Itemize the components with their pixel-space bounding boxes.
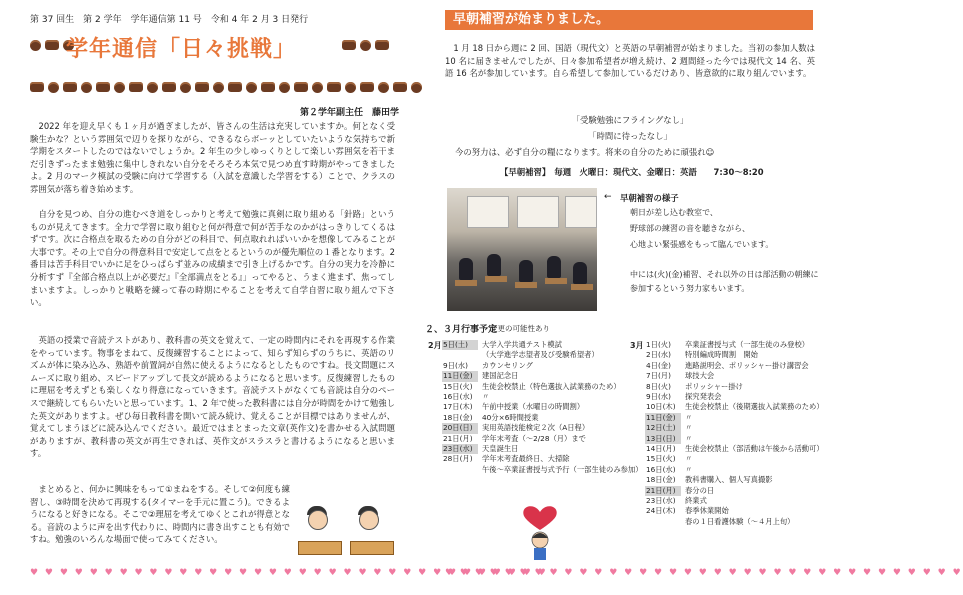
event-row — [442, 350, 599, 360]
events-note: 変更の可能性あり — [490, 324, 550, 333]
event-text: 卒業証書授与式（一部生徒のみ登校） — [685, 340, 810, 349]
event-text: 〃 — [685, 412, 693, 422]
author-line: 第２学年副主任 藤田学 — [300, 108, 400, 118]
event-date: 12日(土) — [645, 423, 681, 433]
event-row — [442, 423, 589, 433]
event-date: 21日(月) — [443, 433, 473, 443]
event-date: 23日(水) — [646, 496, 676, 505]
event-date: 9日(水) — [646, 392, 671, 401]
event-date: 2日(水) — [646, 350, 671, 360]
event-row — [645, 475, 773, 485]
event-date: 18日(金) — [443, 412, 473, 422]
event-row — [442, 444, 518, 454]
event-date: 10日(木) — [646, 402, 676, 412]
event-text: 午後～卒業証書授与式予行（一部生徒のみ参加） — [482, 464, 643, 474]
event-date: 14日(月) — [646, 444, 676, 453]
event-text: 教科書購入、個人写真撮影 — [685, 475, 773, 485]
event-date: 20日(日) — [442, 423, 478, 433]
event-text: 進路説明会、ポリッシャー掛け講習会 — [685, 360, 809, 370]
event-row — [645, 465, 692, 475]
event-text: 特別編成時間割 開始 — [685, 350, 758, 360]
event-text: 大学入学共通テスト模試 — [482, 340, 562, 349]
event-row — [645, 506, 729, 516]
body-paragraph: 自分を見つめ、自分の進むべき道をしっかりと考えて勉強に真剣に取り組める「針路」というものが見えてきます。全力で学習に取り組むと何が得意で何が苦手なのかがはっきりしてくるはずです。次に合格点を取るための自分がどの科目で、何点取れればいいかを想像してみることが大事です。その上で自分の得意科目で安定して点をとるというのが優先順位の１番となります。2 番目は苦手科目でいかに足をひっぱらず並みの成績まで引き上げるかです。自分の実力を冷静に分析すず『全部合格点以上が必要だ』『全部満点をとる』」ってやると、うまく進まず、焦ってしまいますよ。しっかりと戦略を練って春の時期にやることを考えて自学自習に取り組んで下さい。 — [30, 209, 395, 308]
event-date: 8日(火) — [646, 381, 671, 391]
event-text: 〃 — [685, 454, 693, 464]
event-date: 16日(水) — [646, 464, 676, 474]
event-row — [645, 392, 721, 402]
month-label-mar: 3月 — [630, 341, 644, 350]
event-text: 生徒会校禁止（特色選抜入試業務のため） — [482, 381, 621, 391]
classroom-photo — [447, 188, 597, 311]
event-date: 5日(土) — [442, 340, 478, 350]
motto-quote: 「受験勉強にフライングなし」 — [571, 115, 689, 125]
event-text: 〃 — [685, 433, 693, 443]
event-row — [645, 486, 714, 496]
event-date: 16日(水) — [443, 392, 473, 401]
event-date: 13日(日) — [645, 434, 681, 444]
body-paragraph: 英語の授業で音読テストがあり、教科書の英文を覚えて、一定の時間内にそれを再現する作業をやっています。物事をまねて、反復練習することによって、知らず知らずのうちに、英語のリズムが体に染み込み、熟語や前置詞が自然に使えるようになるとしたものですね。長文問題にスムーズに取り組め、スピードアップして長文が読めるようになると思います。反復練習したものに理屈を考えずとも楽しくなり得意になっていきます。音読テストがなくても音読は自分のペースで継続してもらいたいと思っています。1、2 年で使った教科書には自分が時間をかけて勉強した英文がありますよ。ぜひ毎日教科書を開いて読み続け、覚えることが目標ではありませんが、覚えてしまうほどに読み込んでください。最近ではまとまった文章(英作文)を書かせる入試問題がありますが、教科書の英文が再生できれば、英作文がスラスラと書けるようになると思います。 — [30, 335, 395, 459]
event-row — [442, 392, 489, 402]
event-date: 17日(木) — [443, 402, 473, 412]
arrow-left-icon: ← — [604, 192, 612, 202]
body-paragraph: 2022 年を迎え早くも１ヶ月が過ぎましたが、皆さんの生活は充実していますか。何となく受験生かな？という雰囲気で辺りを探りながら、できるならボーッとしていたいような気持ちで新学期をスタートしたのではないでしょうか。2 年生の少しゆっくりとして楽しい雰囲気を若干まだ引きずったまま勉強に集中しきれない自分をそろそろ本気で見つめ直す時期がやってきましたよ。2 月のマーク模試の受験に向けて学習する（入試を意識した学習をする）ことで、クラスの雰囲気が落ち着き始めます。 — [30, 121, 395, 194]
event-text: 〃 — [685, 464, 693, 474]
event-text: 春季休業開始 — [685, 506, 729, 516]
chocolate-decoration-right — [342, 40, 389, 51]
event-row — [645, 361, 809, 371]
event-row — [645, 402, 824, 412]
event-date: 23日(水) — [442, 444, 478, 454]
students-studying-illustration — [296, 500, 396, 555]
event-row — [442, 371, 518, 381]
event-row — [645, 454, 692, 464]
event-date: 11日(金) — [442, 371, 478, 381]
event-row — [645, 423, 692, 433]
event-date: 7日(月) — [646, 371, 671, 381]
event-text: 春分の日 — [685, 485, 715, 495]
event-text: 球技大会 — [685, 371, 715, 381]
event-text: 春の１日看護体験（～４月上旬） — [685, 516, 795, 526]
event-date: 24日(木) — [646, 506, 676, 516]
event-date: 1日(火) — [646, 340, 671, 349]
events-title: ２、３月行事予定 — [425, 325, 498, 335]
event-date: 15日(火) — [646, 454, 676, 464]
event-text: 生徒会校禁止（部活動は午後から活動可） — [685, 444, 824, 453]
photo-caption-line: 中には(火)(金)補習、それ以外の日は部活動の朝練に — [630, 270, 819, 279]
event-text: 終業式 — [685, 496, 707, 505]
event-row — [442, 402, 584, 412]
body-paragraph: まとめると、何かに興味をもって①まねをする。そして②何度も練習し、③時間を決めて再現する(タイマーを手元に置こう)。できるようになると好きになる。そこで②理屈を考えてゆくとこれが得意となる。音読のように声を出す代わりに、時間内に書き出すことも有効ですね。勉強のいろんな場面で使ってみてください。 — [30, 484, 290, 545]
event-text: ポリッシャー掛け — [685, 381, 743, 391]
event-text: 天皇誕生日 — [482, 444, 519, 453]
event-date: 11日(金) — [645, 413, 681, 423]
photo-caption-line: 参加するという努力家もいます。 — [630, 284, 750, 293]
event-row — [442, 361, 533, 371]
event-row — [645, 340, 809, 350]
photo-caption-line: 野球部の練習の音を聴きながら、 — [630, 224, 750, 233]
event-date: 21日(月) — [645, 486, 681, 496]
event-row — [645, 350, 758, 360]
event-text: 学年末考査（～2/28（月）まで — [482, 433, 586, 443]
issue-header: 第 37 回生 第 2 学年 学年通信第 11 号 令和 4 年 2 月 3 日発行 — [30, 15, 309, 25]
event-text: 〃 — [482, 392, 490, 401]
month-label-feb: 2月 — [428, 341, 442, 350]
event-row — [442, 340, 562, 350]
boy-with-heart-illustration — [510, 500, 570, 560]
event-row — [442, 454, 570, 464]
event-row — [645, 434, 692, 444]
event-text: 生徒会校禁止（後期選抜入試業務のため） — [685, 402, 824, 412]
event-text: 40分×6時間授業 — [482, 412, 539, 422]
morning-class-intro: 1 月 18 日から週に 2 回、国語（現代文）と英語の早朝補習が始まりました。当初の参加人数は 10 名に届きませんでしたが、日々参加希望者が増え続け、2 週間経った今では現代文 14 名、英語 16 名が参加しています。自ら希望して参加しているだけあり、皆意欲的に取り組んでいます。 — [445, 43, 815, 79]
event-text: 建国記念日 — [482, 371, 519, 381]
event-text: 午前中授業（水曜日の時間割） — [482, 402, 585, 412]
encouragement-line: 今の努力は、必ず自分の糧になります。将来の自分のために頑張れ☺ — [455, 147, 715, 157]
event-text: 実用英語技能検定２次（A日程） — [482, 423, 590, 433]
event-row — [645, 496, 707, 506]
event-date: 9日(水) — [443, 360, 468, 370]
event-date: 18日(金) — [646, 475, 676, 485]
photo-caption-line: 朝日が差し込む教室で、 — [630, 208, 718, 217]
event-row — [645, 382, 743, 392]
chocolate-row-decoration — [30, 82, 422, 93]
photo-caption-title: 早朝補習の様子 — [620, 193, 679, 203]
event-date: 28日(月) — [443, 454, 473, 464]
event-row — [645, 444, 824, 454]
newsletter-title: 学年通信「日々挑戦」 — [66, 36, 297, 62]
event-row — [645, 413, 692, 423]
event-row — [442, 465, 643, 475]
morning-class-schedule: 【早朝補習】 毎週 火曜日：現代文、金曜日：英語 7:30～8:20 — [500, 167, 764, 177]
event-text: 学年末考査最終日、大掃除 — [482, 454, 570, 464]
hearts-border-left: ♥ ♥ ♥ ♥ ♥ ♥ ♥ ♥ ♥ ♥ ♥ ♥ ♥ ♥ ♥ ♥ ♥ ♥ ♥ ♥ ♥ ♥ ♥ ♥ ♥ ♥ ♥ ♥ ♥ ♥ ♥ ♥ ♥ ♥ ♥ — [30, 568, 548, 578]
event-text: 探究発表会 — [685, 392, 722, 401]
section-title-morning-class: 早朝補習が始まりました。 — [445, 10, 813, 30]
event-date: 4日(金) — [646, 360, 671, 370]
photo-caption-line: 心地よい緊張感をもって臨んでいます。 — [630, 240, 774, 249]
event-row — [645, 517, 794, 527]
event-text: （大学進学志望者及び受験希望者） — [482, 350, 599, 360]
event-text: 〃 — [685, 423, 693, 433]
event-row — [442, 413, 539, 423]
event-row — [442, 434, 586, 444]
event-row — [442, 382, 621, 392]
hearts-border-right: ♥ ♥ ♥ ♥ ♥ ♥ ♥ ♥ ♥ ♥ ♥ ♥ ♥ ♥ ♥ ♥ ♥ ♥ ♥ ♥ ♥ ♥ ♥ ♥ ♥ ♥ ♥ ♥ ♥ ♥ ♥ ♥ ♥ ♥ ♥ — [445, 568, 963, 578]
event-text: カウンセリング — [482, 360, 533, 370]
event-date: 15日(火) — [443, 381, 473, 391]
motto-quote: 「時間に待ったなし」 — [588, 131, 672, 141]
event-row — [645, 371, 714, 381]
